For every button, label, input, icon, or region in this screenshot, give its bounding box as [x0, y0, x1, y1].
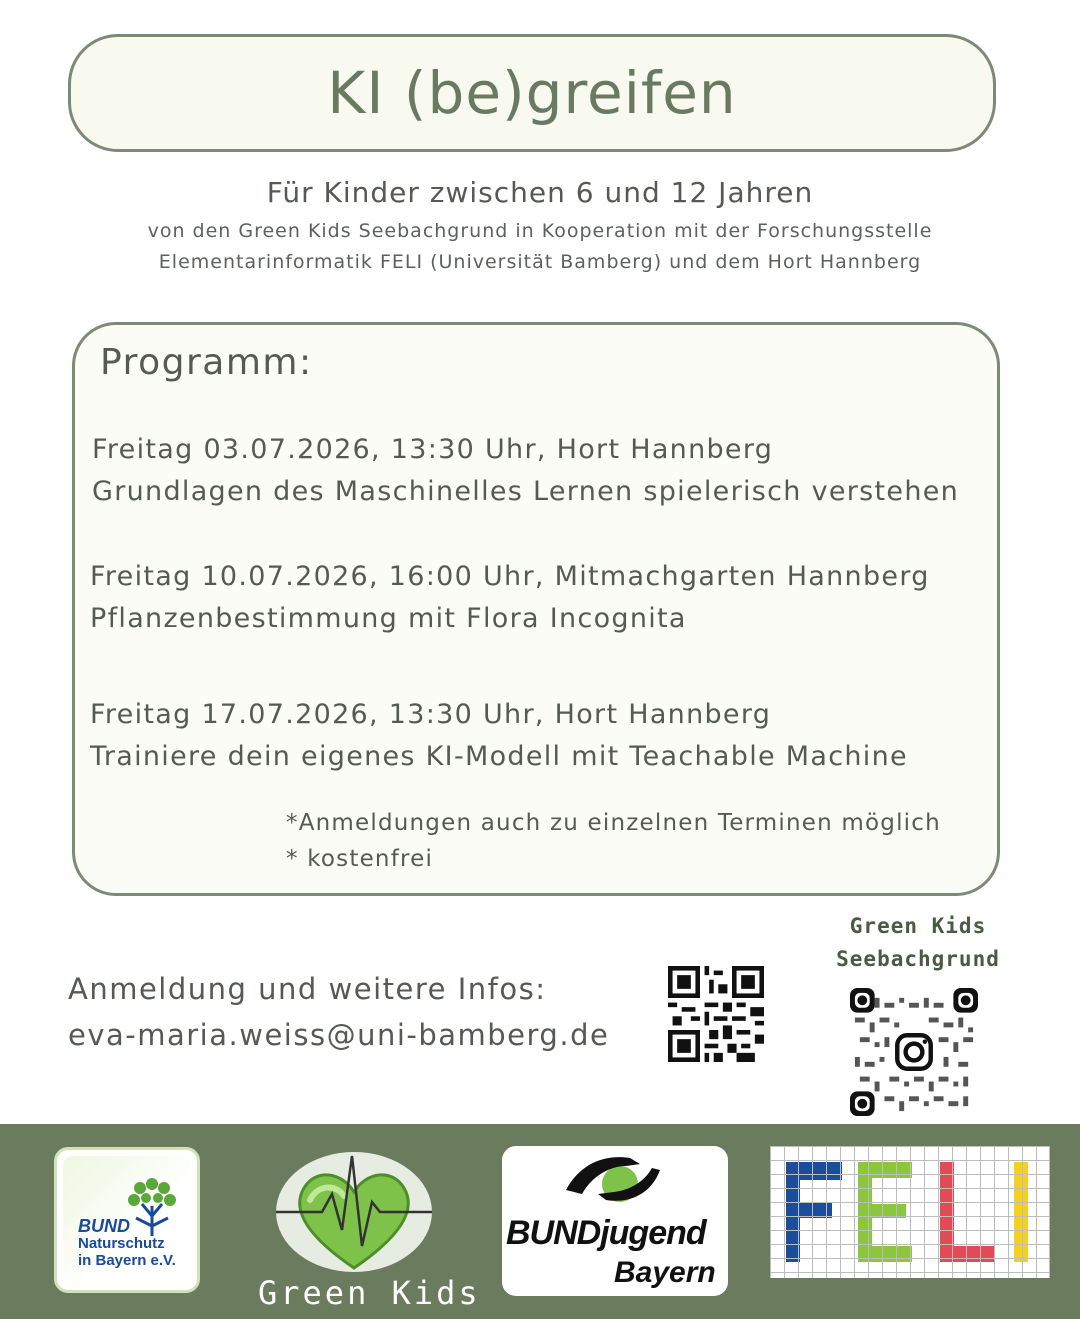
- cooperation-line-2: Elementarinformatik FELI (Universität Bamberg) und dem Hort Hannberg: [158, 251, 922, 273]
- event-2-topic: Pflanzenbestimmung mit Flora Incognita: [90, 603, 687, 634]
- instagram-qr-code[interactable]: [849, 988, 979, 1116]
- title-box: [68, 34, 996, 152]
- instagram-label-line1: Green Kids: [849, 914, 987, 938]
- note-free: * kostenfrei: [286, 846, 434, 872]
- bund-logo-text: BUND Naturschutz in Bayern e.V.: [78, 1216, 176, 1269]
- feli-logo: [770, 1146, 1050, 1278]
- event-1-topic: Grundlagen des Maschinelles Lernen spielerisch verstehen: [92, 476, 960, 507]
- event-3-when: Freitag 17.07.2026, 13:30 Uhr, Hort Hannberg: [90, 699, 772, 730]
- instagram-icon: [894, 1032, 933, 1071]
- note-registration: *Anmeldungen auch zu einzelnen Terminen möglich: [286, 810, 941, 836]
- green-kids-heart-logo: [274, 1150, 434, 1280]
- program-heading: Programm:: [100, 342, 313, 383]
- green-kids-logo-text: Green Kids: [258, 1274, 481, 1312]
- bundjugend-logo-text: BUNDjugend: [506, 1214, 706, 1252]
- registration-qr-code[interactable]: [668, 966, 764, 1062]
- page-title: KI (be)greifen: [327, 59, 737, 127]
- contact-email[interactable]: eva-maria.weiss@uni-bamberg.de: [68, 1018, 610, 1052]
- instagram-label-line2: Seebachgrund: [836, 947, 1000, 971]
- contact-label: Anmeldung und weitere Infos:: [68, 972, 547, 1006]
- bayern-logo-text: Bayern: [614, 1256, 716, 1289]
- subtitle: Für Kinder zwischen 6 und 12 Jahren: [266, 176, 814, 209]
- hands-icon: [560, 1150, 666, 1206]
- event-3-topic: Trainiere dein eigenes KI-Modell mit Teachable Machine: [90, 741, 908, 772]
- event-2-when: Freitag 10.07.2026, 16:00 Uhr, Mitmachgarten Hannberg: [90, 561, 930, 592]
- event-1-when: Freitag 03.07.2026, 13:30 Uhr, Hort Hannberg: [92, 434, 774, 465]
- cooperation-line-1: von den Green Kids Seebachgrund in Kooperation mit der Forschungsstelle: [147, 220, 933, 242]
